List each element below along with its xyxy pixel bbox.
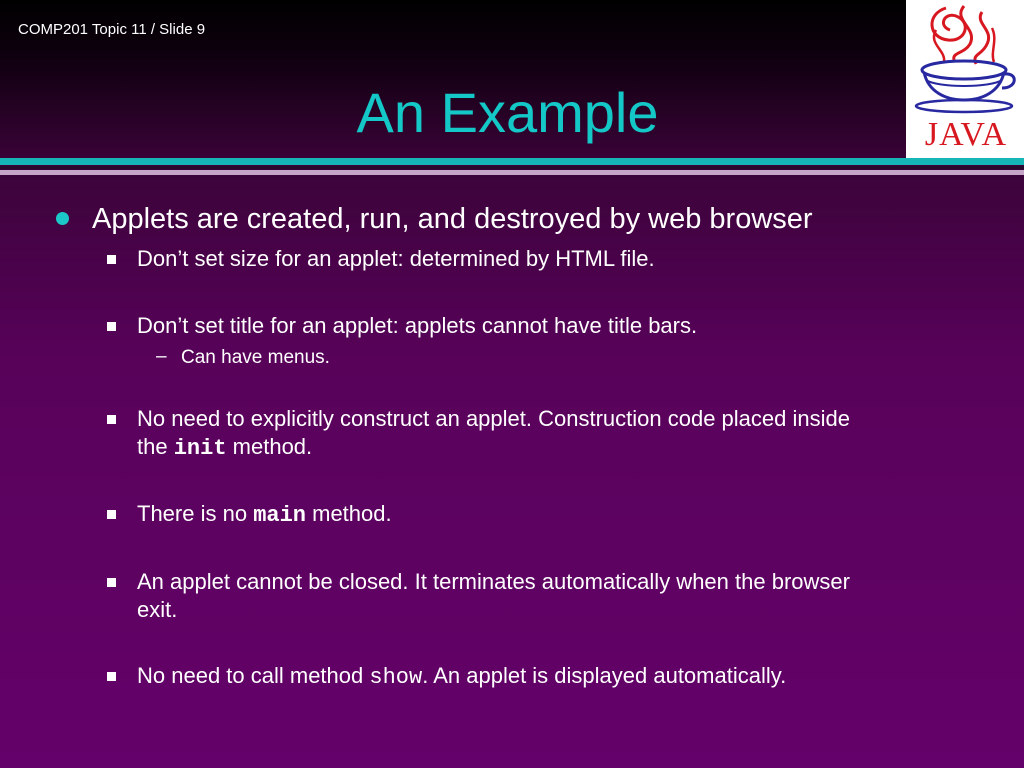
square-bullet-icon bbox=[107, 255, 116, 264]
bullet-item-5-line2: exit. bbox=[137, 597, 178, 622]
slide-title: An Example bbox=[356, 81, 659, 144]
text-method: method. bbox=[312, 501, 392, 526]
slide-label: COMP201 Topic 11 / Slide 9 bbox=[18, 21, 206, 38]
text-the: the bbox=[137, 434, 168, 459]
sub-bullet-item: Can have menus. bbox=[181, 347, 330, 368]
code-init: init bbox=[173, 436, 227, 461]
text-call-method: No need to call method bbox=[137, 663, 364, 688]
bullet-item-6 bbox=[137, 662, 997, 692]
text-displayed: . An applet is displayed automatically. bbox=[422, 663, 787, 688]
square-bullet-icon bbox=[107, 672, 116, 681]
bullet-dot-icon bbox=[56, 212, 69, 225]
dash-bullet: – bbox=[156, 346, 167, 367]
bullet-item-5-line1: An applet cannot be closed. It terminates automatically when the browser bbox=[137, 569, 850, 594]
square-bullet-icon bbox=[107, 510, 116, 519]
square-bullet-icon bbox=[107, 578, 116, 587]
bullet-item-3-line2 bbox=[137, 433, 997, 463]
java-logo-text: JAVA bbox=[924, 116, 1008, 153]
code-show: show bbox=[369, 665, 423, 690]
text-method: method. bbox=[232, 434, 313, 459]
square-bullet-icon bbox=[107, 415, 116, 424]
main-bullet: Applets are created, run, and destroyed by web browser bbox=[92, 203, 813, 235]
code-main: main bbox=[253, 503, 306, 528]
text-there-is-no: There is no bbox=[137, 501, 248, 526]
square-bullet-icon bbox=[107, 322, 116, 331]
bullet-item-3-line1: No need to explicitly construct an applet. Construction code placed inside bbox=[137, 406, 850, 431]
bullet-item-1: Don’t set size for an applet: determined by HTML file. bbox=[137, 246, 655, 271]
bullet-item-4 bbox=[137, 500, 997, 530]
bullet-item-2: Don’t set title for an applet: applets cannot have title bars. bbox=[137, 313, 698, 338]
